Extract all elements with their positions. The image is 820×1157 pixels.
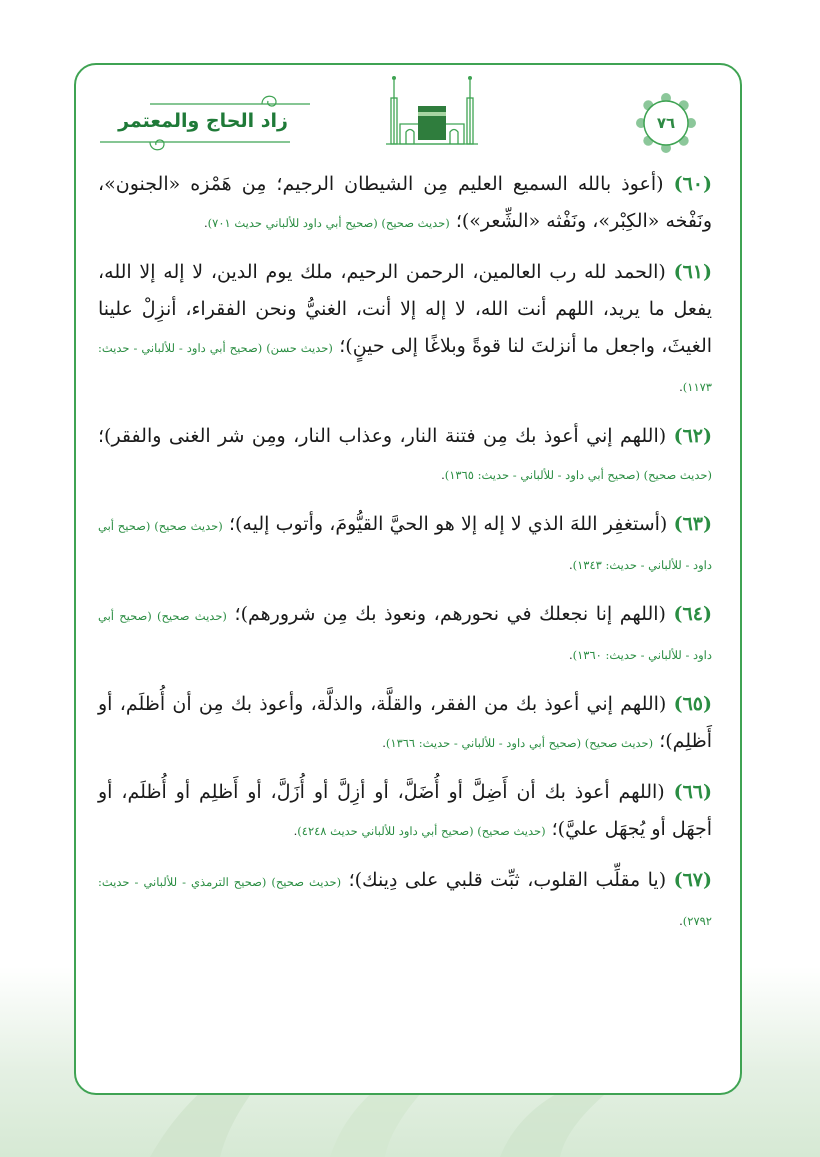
page-number-badge: [636, 93, 696, 153]
entry-source: (حديث صحيح) (صحيح الترمذي - للألباني - حديث: ٢٧٩٢): [98, 875, 712, 928]
hadith-list: [98, 166, 712, 952]
entry-text: (يا مقلِّب القلوب، ثبِّت قلبي على دِينك)؛: [348, 869, 667, 891]
entry-text: (الحمد لله رب العالمين، الرحمن الرحيم، ملك يوم الدين، لا إله إلا الله، يفعل ما يريد، اللهم أنت الله، لا إله إلا أنت، الغنيُّ ونحن الفقراء، أنزِلْ علينا الغيثَ، واجعل ما أنزلتَ لنا قوةً وبلاغًا إلى حينٍ)؛: [98, 261, 713, 357]
entry-number: (٦٢): [673, 425, 712, 447]
entry-number: (٦٣): [673, 513, 712, 535]
entry-source: (حديث صحيح) (صحيح أبي داود - للألباني - حديث: ١٣٦٦): [385, 736, 654, 750]
entry-text: (اللهم إني أعوذ بك مِن فتنة النار، وعذاب النار، ومِن شر الغنى والفقر)؛: [98, 425, 667, 447]
entry-source: (حديث صحيح) (صحيح أبي داود - للألباني - حديث: ١٣٤٣): [98, 519, 712, 572]
kaaba-mosque-icon: [384, 74, 480, 150]
entry-number: (٦٤): [673, 603, 712, 625]
entry-number: (٦٥): [673, 693, 713, 715]
hadith-entry: (٦٣) (أستغفِر اللهَ الذي لا إله إلا هو الحيَّ القيُّومَ، وأتوب إليه)؛ (حديث صحيح) (صحيح أبي داود - للألباني - حديث: ١٣٤٣).: [98, 513, 712, 572]
entry-text: (اللهم إنا نجعلك في نحورهم، ونعوذ بك مِن شرورهم)؛: [234, 603, 666, 625]
entry-text: (أستغفِر اللهَ الذي لا إله إلا هو الحيَّ القيُّومَ، وأتوب إليه)؛: [228, 513, 668, 535]
entry-number: (٦١): [673, 261, 712, 283]
hadith-entry: (٦١) (الحمد لله رب العالمين، الرحمن الرحيم، ملك يوم الدين، لا إله إلا الله، يفعل ما يريد، اللهم أنت الله، لا إله إلا أنت، الغنيُّ ونحن الفقراء، أنزِلْ علينا الغيثَ، واجعل ما أنزلتَ لنا قوةً وبلاغًا إلى حينٍ)؛ (حديث حسن) (صحيح أبي داود - للألباني - حديث: ١١٧٣).: [98, 261, 713, 394]
entry-text: (أعوذ بالله السميع العليم مِن الشيطان الرجيم؛ مِن هَمْزه «الجنون»، ونَفْخه «الكِبْر»، ونَفْثه «الشِّعر»)؛: [98, 173, 712, 232]
hadith-entry: (٦٦) (اللهم أعوذ بك أن أَضِلَّ أو أُضَلَّ، أو أزِلَّ أو أُزَلَّ، أو أَظلِم أو أُظلَم، أو أجهَل أو يُجهَل عليَّ)؛ (حديث صحيح) (صحيح أبي داود للألباني حديث ٤٢٤٨).: [98, 781, 713, 840]
hadith-entry: (٦٤) (اللهم إنا نجعلك في نحورهم، ونعوذ بك مِن شرورهم)؛ (حديث صحيح) (صحيح أبي داود - للألباني - حديث: ١٣٦٠).: [98, 603, 712, 662]
hadith-entry: (٦٢) (اللهم إني أعوذ بك مِن فتنة النار، وعذاب النار، ومِن شر الغنى والفقر)؛ (حديث صحيح) (صحيح أبي داود - للألباني - حديث: ١٣٦٥).: [98, 425, 712, 482]
entry-source: (حديث حسن) (صحيح أبي داود - للألباني - حديث: ١١٧٣): [98, 341, 712, 394]
entry-text: (اللهم إني أعوذ بك من الفقر، والقلَّة، والذلَّة، وأعوذ بك مِن أن أُظلَم، أو أَظلِم)؛: [98, 693, 712, 752]
entry-source: (حديث صحيح) (صحيح أبي داود - للألباني - حديث: ١٣٦٥): [444, 468, 712, 482]
hadith-entry: (٦٠) (أعوذ بالله السميع العليم مِن الشيطان الرجيم؛ مِن هَمْزه «الجنون»، ونَفْخه «الكِبْر»، ونَفْثه «الشِّعر»)؛ (حديث صحيح) (صحيح أبي داود للألباني حديث ٧٠١).: [98, 173, 712, 232]
page-number: ٧٦: [656, 114, 676, 132]
entry-number: (٦٠): [673, 173, 712, 195]
entry-text: (اللهم أعوذ بك أن أَضِلَّ أو أُضَلَّ، أو أزِلَّ أو أُزَلَّ، أو أَظلِم أو أُظلَم، أو أجهَل أو يُجهَل عليَّ)؛: [98, 781, 712, 840]
entry-number: (٦٦): [673, 781, 713, 803]
entry-source: (حديث صحيح) (صحيح أبي داود للألباني حديث ٧٠١): [207, 216, 450, 230]
page-header: [0, 0, 820, 160]
hadith-entry: (٦٧) (يا مقلِّب القلوب، ثبِّت قلبي على دِينك)؛ (حديث صحيح) (صحيح الترمذي - للألباني - حديث: ٢٧٩٢).: [98, 869, 712, 928]
entry-source: (حديث صحيح) (صحيح أبي داود - للألباني - حديث: ١٣٦٠): [98, 609, 712, 662]
entry-number: (٦٧): [673, 869, 712, 891]
hadith-entry: (٦٥) (اللهم إني أعوذ بك من الفقر، والقلَّة، والذلَّة، وأعوذ بك مِن أن أُظلَم، أو أَظلِم)؛ (حديث صحيح) (صحيح أبي داود - للألباني - حديث: ١٣٦٦).: [98, 693, 713, 752]
book-title: زاد الحاج والمعتمر: [118, 110, 288, 132]
entry-source: (حديث صحيح) (صحيح أبي داود للألباني حديث ٤٢٤٨): [297, 824, 546, 838]
